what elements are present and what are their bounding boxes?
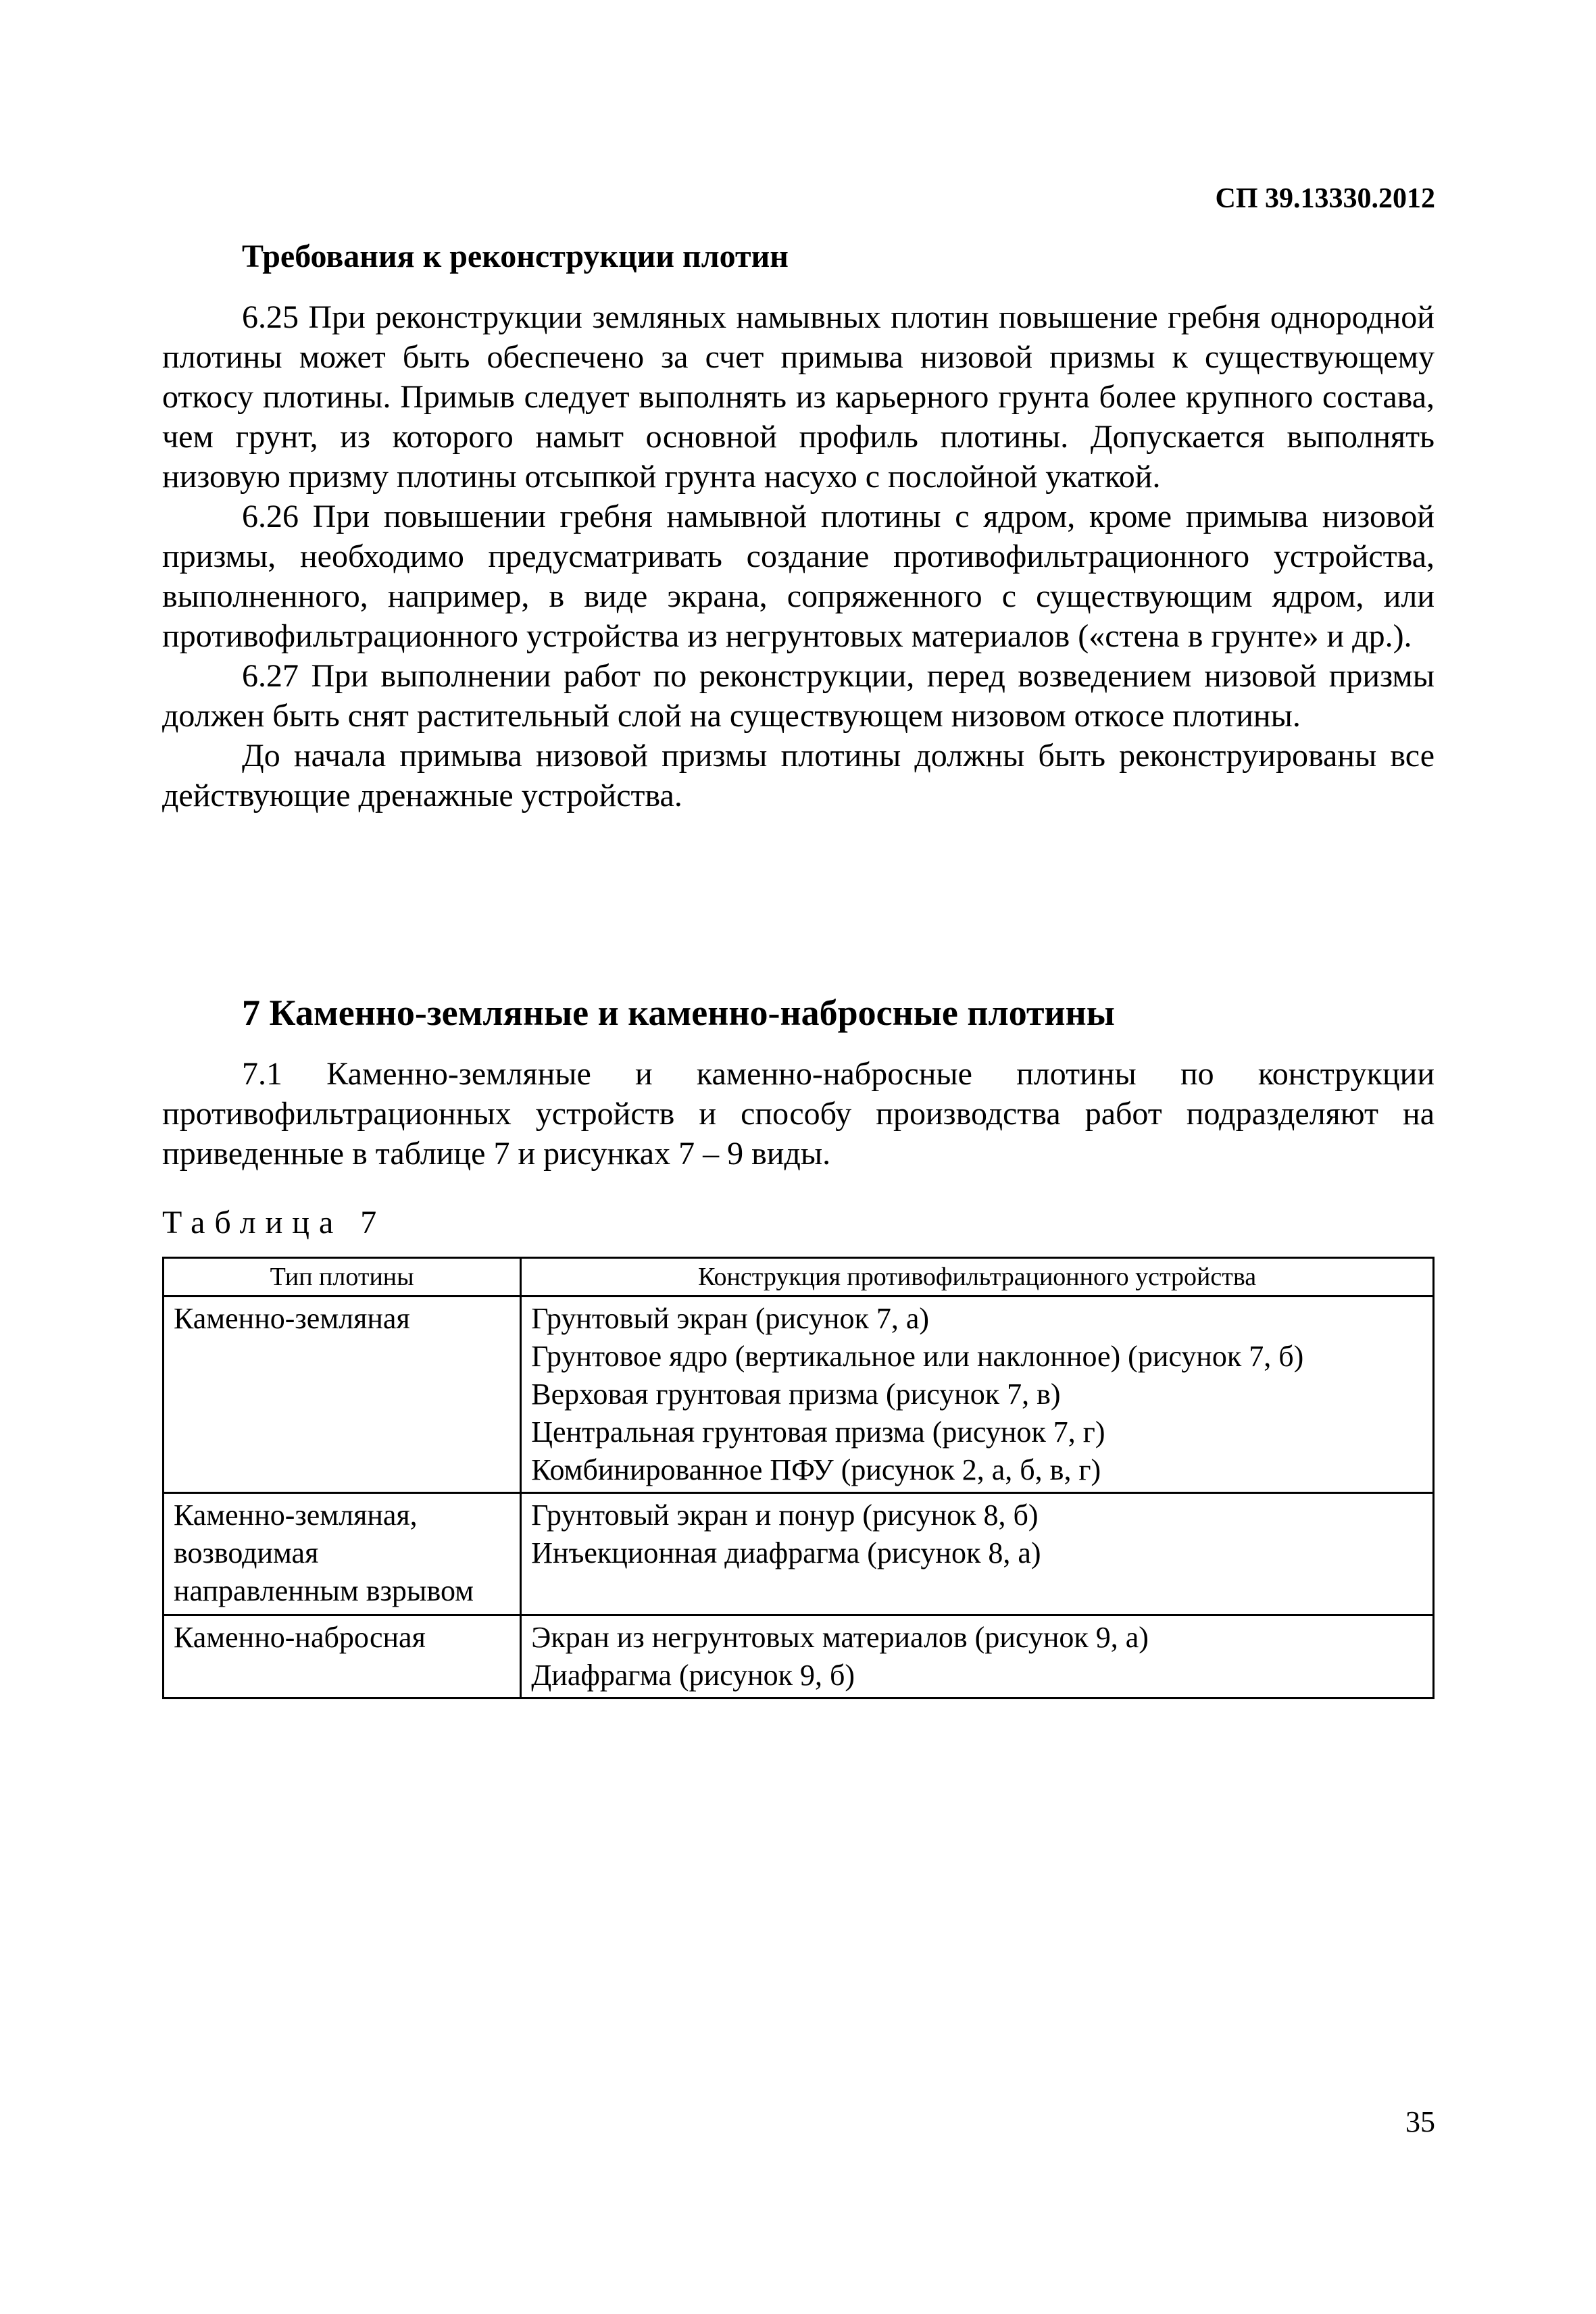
construction-cell (521, 1493, 1434, 1615)
section-heading-reconstruction: Требования к реконструкции плотин (242, 238, 789, 274)
construction-line: Грунтовый экран и понур (рисунок 8, б) (531, 1499, 1039, 1532)
construction-line: Центральная грунтовая призма (рисунок 7, г) (531, 1415, 1105, 1449)
construction-line: Диафрагма (рисунок 9, б) (531, 1659, 855, 1692)
column-header-dam-type: Тип плотины (164, 1258, 521, 1297)
document-code: СП 39.13330.2012 (1215, 183, 1435, 214)
section-7-paragraphs (162, 1054, 1435, 1174)
dam-type-cell (164, 1615, 521, 1699)
construction-line: Экран из негрунтовых материалов (рисунок 9, а) (531, 1621, 1149, 1654)
column-header-construction: Конструкция противофильтрационного устройства (521, 1258, 1434, 1297)
table-title: Таблица 7 (162, 1205, 386, 1240)
dam-type-line: Каменно-земляная (174, 1302, 410, 1335)
construction-line: Комбинированное ПФУ (рисунок 2, а, б, в, г) (531, 1453, 1101, 1486)
dam-type-cell (164, 1493, 521, 1615)
paragraph-6-26: 6.26 При повышении гребня намывной плотины с ядром, кроме примыва низовой призмы, необходимо предусматривать создание противофильтрационного устройства, выполненного, например, в виде экрана, сопряженного с существующим ядром, или противофильтрационного устройства из негрунтовых материалов («стена в грунте» и др.). (162, 499, 1435, 654)
dam-type-line: Каменно-набросная (174, 1621, 426, 1654)
table-row (164, 1493, 1434, 1615)
section-heading-7: 7 Каменно-земляные и каменно-набросные плотины (242, 992, 1115, 1033)
construction-line: Грунтовый экран (рисунок 7, а) (531, 1302, 930, 1335)
table-row (164, 1297, 1434, 1493)
paragraph-6-27: 6.27 При выполнении работ по реконструкции, перед возведением низовой призмы должен быть снят растительный слой на существующем низовом откосе плотины. (162, 658, 1435, 734)
dam-type-line: Каменно-земляная, (174, 1499, 418, 1532)
construction-line: Грунтовое ядро (вертикальное или наклонное) (рисунок 7, б) (531, 1340, 1304, 1373)
table-header-row (164, 1258, 1434, 1297)
dam-type-line: возводимая (174, 1536, 319, 1569)
paragraph-7-1: 7.1 Каменно-земляные и каменно-набросные плотины по конструкции противофильтрационных устройств и способу производства работ подразделяют на приведенные в таблице 7 и рисунках 7 – 9 виды. (162, 1056, 1435, 1172)
construction-line: Инъекционная диафрагма (рисунок 8, а) (531, 1536, 1041, 1569)
table-7 (162, 1257, 1435, 1699)
dam-type-line: направленным взрывом (174, 1574, 474, 1607)
construction-line: Верховая грунтовая призма (рисунок 7, в) (531, 1378, 1061, 1411)
table-row (164, 1615, 1434, 1699)
paragraph-6-25: 6.25 При реконструкции земляных намывных плотин повышение гребня однородной плотины может быть обеспечено за счет примыва низовой призмы к существующему откосу плотины. Примыв следует выполнять из карьерного грунта более крупного состава, чем грунт, из которого намыт основной профиль плотины. Допускается выполнять низовую призму плотины отсыпкой грунта насухо с послойной укаткой. (162, 299, 1435, 495)
reconstruction-paragraphs (162, 297, 1435, 815)
construction-cell (521, 1615, 1434, 1699)
paragraph-drainage: До начала примыва низовой призмы плотины должны быть реконструированы все действующие дренажные устройства. (162, 738, 1435, 813)
page-number: 35 (1405, 2105, 1435, 2138)
dam-type-cell (164, 1297, 521, 1493)
construction-cell (521, 1297, 1434, 1493)
